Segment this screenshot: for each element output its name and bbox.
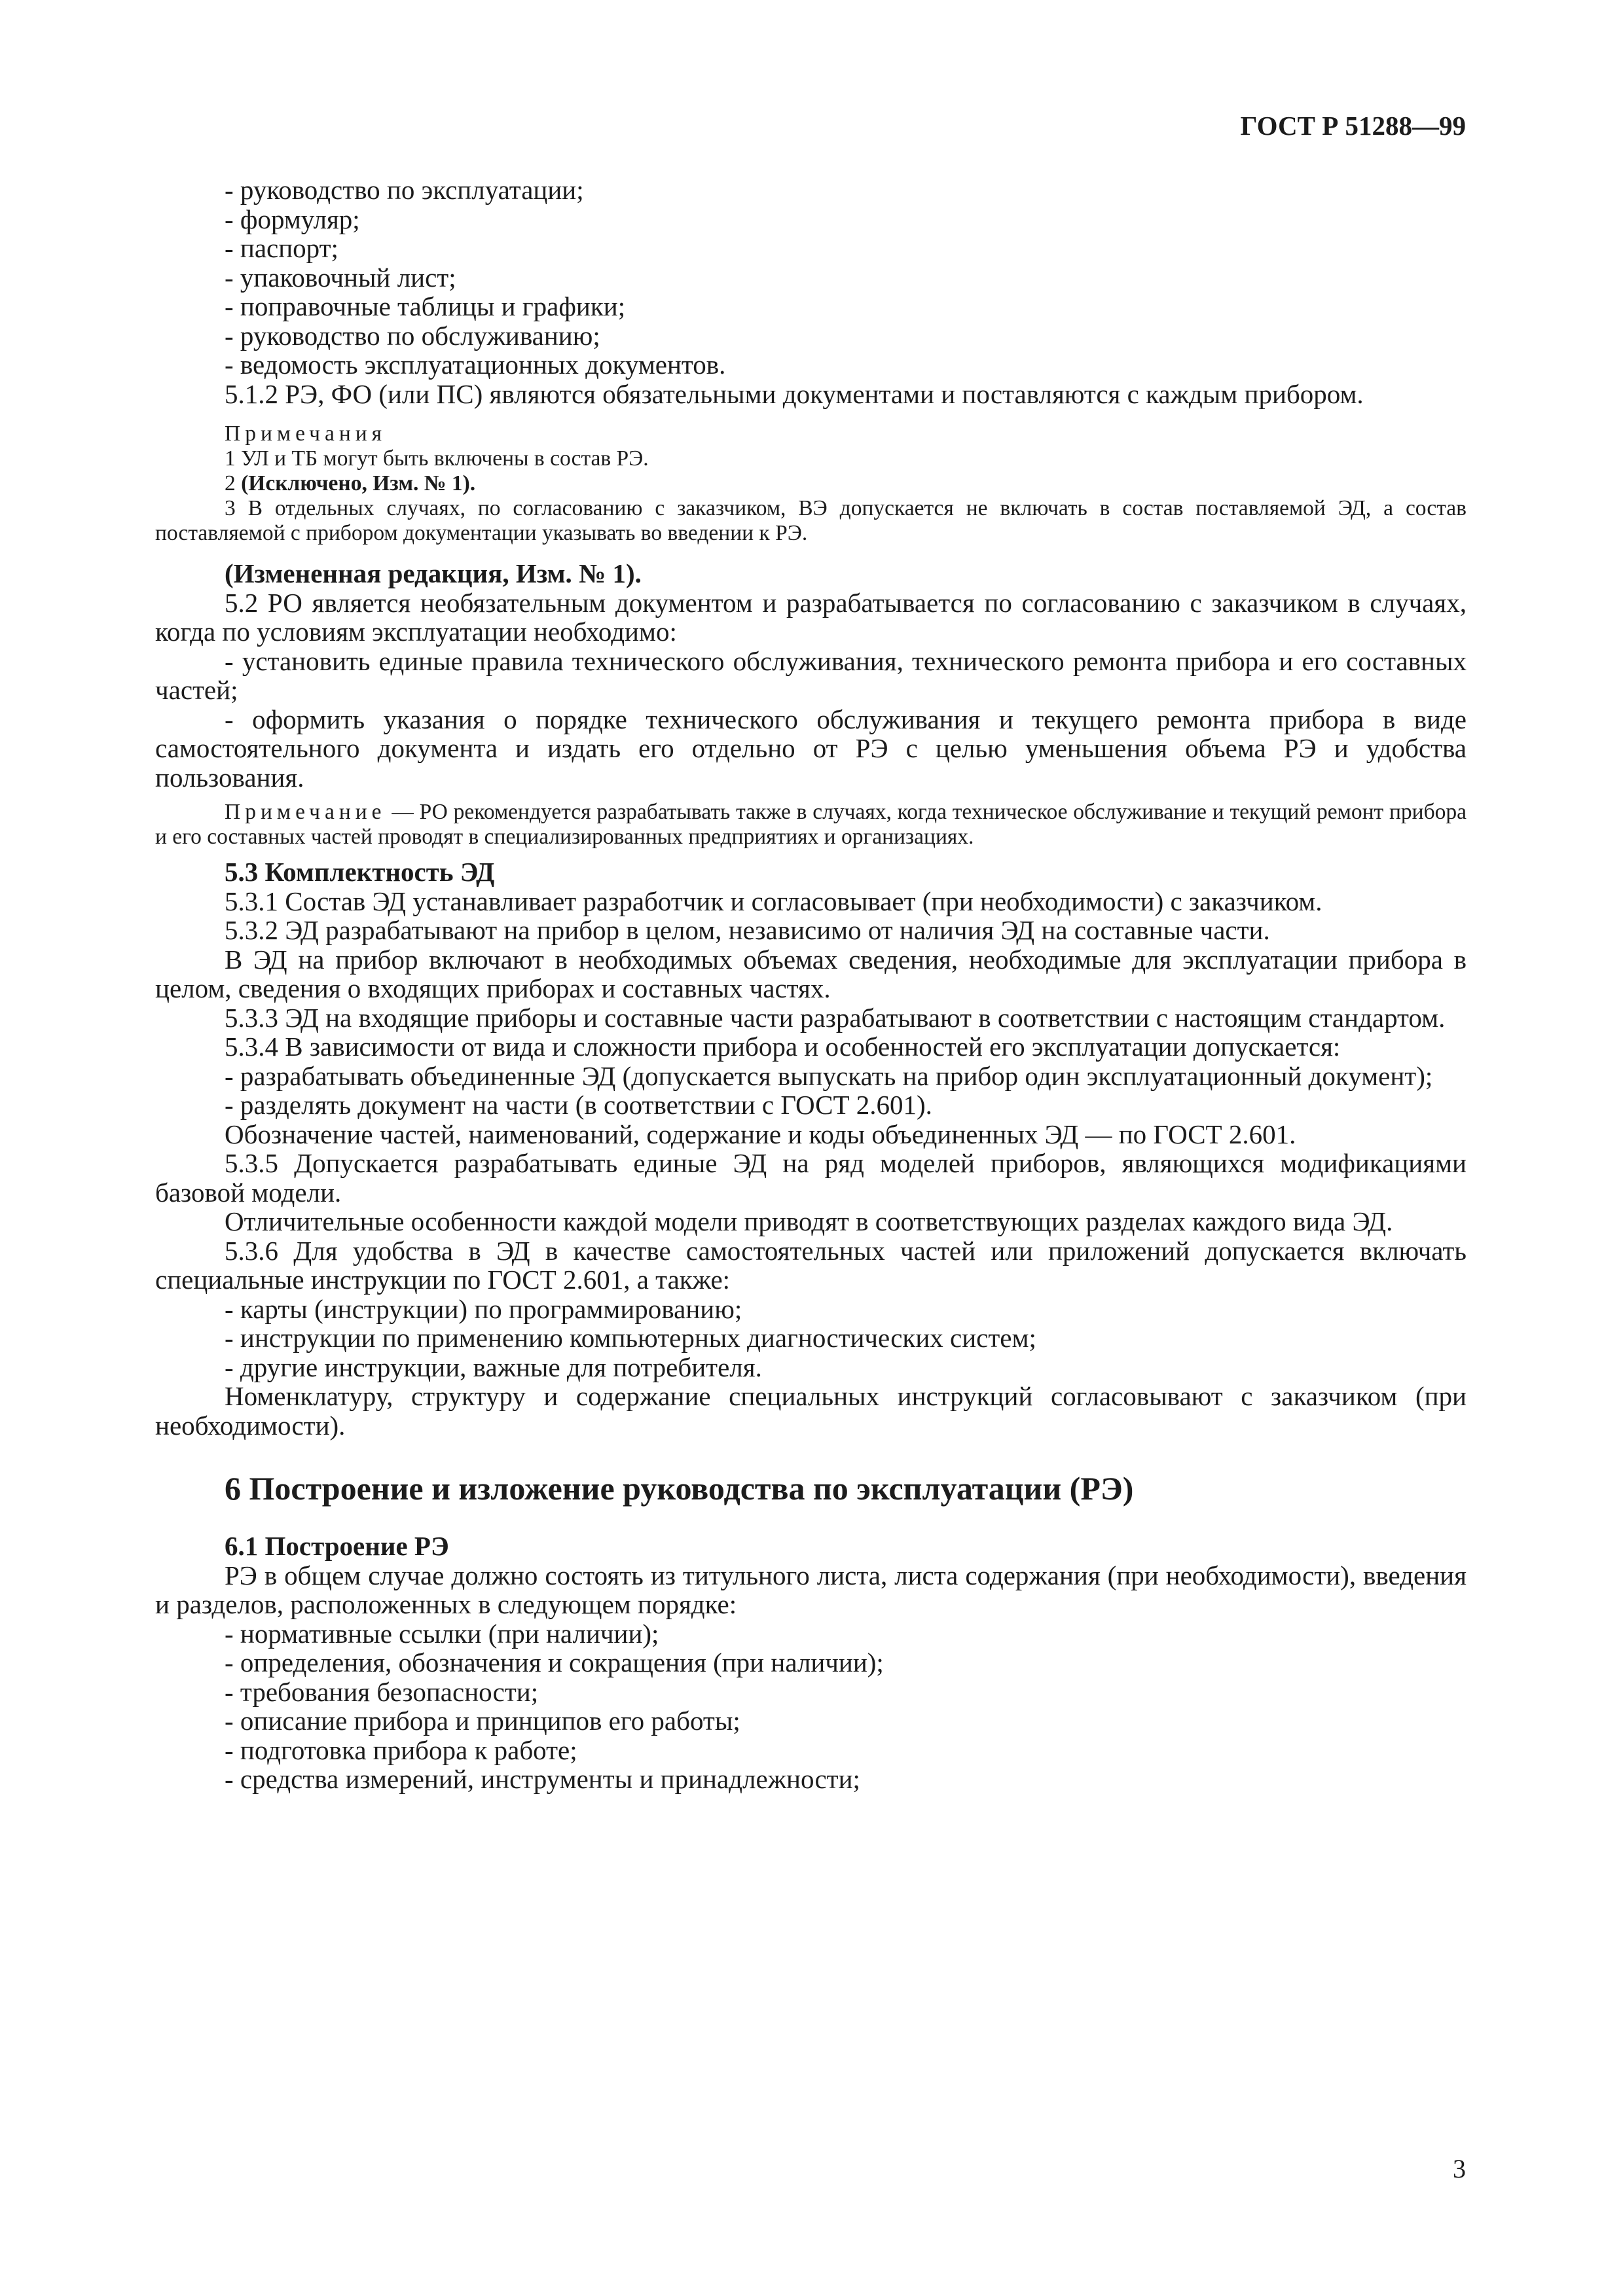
paragraph: Номенклатуру, структуру и содержание специальных инструкций согласовывают с заказчиком (при необходимости).: [155, 1381, 1467, 1441]
page-number: 3: [1453, 2154, 1466, 2183]
note-ro-label: Примечание: [225, 800, 386, 824]
list-item: - нормативные ссылки (при наличии);: [225, 1618, 659, 1649]
note-2-excluded: (Исключено, Изм. № 1).: [241, 471, 476, 495]
note-ro-text: — РО рекомендуется разрабатывать также в случаях, когда техническое обслуживание и текущий ремонт прибора и его составных частей проводят в специализированных предприятиях и организациях.: [155, 800, 1467, 849]
paragraph-5-3-1: 5.3.1 Состав ЭД устанавливает разработчик и согласовывает (при необходимости) с заказчиком.: [225, 886, 1322, 916]
note-2-number: 2: [225, 471, 242, 495]
paragraph-5-1-2: 5.1.2 РЭ, ФО (или ПС) являются обязательными документами и поставляются с каждым прибором.: [225, 378, 1364, 409]
list-item: - установить единые правила технического обслуживания, технического ремонта прибора и его составных частей;: [155, 645, 1467, 705]
doc-header: ГОСТ Р 51288—99: [1240, 111, 1466, 141]
paragraph-5-2: 5.2 РО является необязательным документом и разрабатывается по согласованию с заказчиком в случаях, когда по условиям эксплуатации необходимо:: [155, 587, 1467, 647]
list-item: - упаковочный лист;: [225, 262, 456, 293]
list-item: - паспорт;: [225, 233, 338, 263]
list-item: - требования безопасности;: [225, 1676, 539, 1707]
paragraph-5-3-5: 5.3.5 Допускается разрабатывать единые ЭД на ряд моделей приборов, являющихся модификациями базовой модели.: [155, 1148, 1467, 1208]
list-item: - средства измерений, инструменты и принадлежности;: [225, 1764, 860, 1794]
list-item: - инструкции по применению компьютерных диагностических систем;: [225, 1323, 1036, 1353]
paragraph-6-1: РЭ в общем случае должно состоять из титульного листа, листа содержания (при необходимости), введения и разделов, расположенных в следующем порядке:: [155, 1560, 1467, 1619]
paragraph-5-3-6: 5.3.6 Для удобства в ЭД в качестве самостоятельных частей или приложений допускается включать специальные инструкции по ГОСТ 2.601, а также:: [155, 1235, 1467, 1295]
note-2: [155, 471, 1467, 496]
section-5-3-title: 5.3 Комплектность ЭД: [225, 857, 495, 887]
section-6-heading: 6 Построение и изложение руководства по эксплуатации (РЭ): [225, 1470, 1134, 1507]
list-item: - карты (инструкции) по программированию;: [225, 1293, 742, 1324]
section-6-1-title: 6.1 Построение РЭ: [225, 1531, 449, 1561]
amendment-note: (Измененная редакция, Изм. № 1).: [225, 558, 642, 588]
note-ro: [155, 800, 1467, 850]
list-item: - руководство по обслуживанию;: [225, 320, 600, 351]
list-item: - разрабатывать объединенные ЭД (допускается выпускать на прибор один эксплуатационный документ);: [225, 1060, 1433, 1091]
list-item: - определения, обозначения и сокращения (при наличии);: [225, 1647, 884, 1677]
list-item: - другие инструкции, важные для потребителя.: [225, 1352, 762, 1382]
paragraph-5-3-3: 5.3.3 ЭД на входящие приборы и составные части разрабатывают в соответствии с настоящим стандартом.: [225, 1002, 1446, 1033]
list-item: - поправочные таблицы и графики;: [225, 291, 626, 321]
list-item: - оформить указания о порядке технического обслуживания и текущего ремонта прибора в виде самостоятельного документа и издать его отдельно от РЭ с целью уменьшения объема РЭ и удобства пользования.: [155, 704, 1467, 793]
list-item: - формуляр;: [225, 204, 360, 234]
notes-heading: Примечания: [225, 422, 387, 446]
paragraph-5-3-2: 5.3.2 ЭД разрабатывают на прибор в целом, независимо от наличия ЭД на составные части.: [225, 915, 1270, 945]
paragraph-5-3-4: 5.3.4 В зависимости от вида и сложности прибора и особенностей его эксплуатации допускается:: [225, 1031, 1341, 1062]
paragraph: Отличительные особенности каждой модели приводят в соответствующих разделах каждого вида ЭД.: [225, 1206, 1393, 1236]
page-content: [155, 175, 1467, 1794]
paragraph: В ЭД на прибор включают в необходимых объемах сведения, необходимые для эксплуатации прибора в целом, сведения о входящих приборах и составных частях.: [155, 944, 1467, 1003]
list-item: - ведомость эксплуатационных документов.: [225, 350, 726, 380]
note-3: 3 В отдельных случаях, по согласованию с заказчиком, ВЭ допускается не включать в состав поставляемой ЭД, а состав поставляемой с прибором документации указывать во введении к РЭ.: [155, 496, 1467, 545]
list-item: - разделять документ на части (в соответствии с ГОСТ 2.601).: [225, 1090, 932, 1120]
list-item: - описание прибора и принципов его работы;: [225, 1706, 740, 1736]
note-1: 1 УЛ и ТБ могут быть включены в состав РЭ.: [225, 446, 649, 471]
list-item: - подготовка прибора к работе;: [225, 1734, 577, 1765]
paragraph: Обозначение частей, наименований, содержание и коды объединенных ЭД — по ГОСТ 2.601.: [225, 1119, 1296, 1149]
list-item: - руководство по эксплуатации;: [225, 175, 584, 205]
